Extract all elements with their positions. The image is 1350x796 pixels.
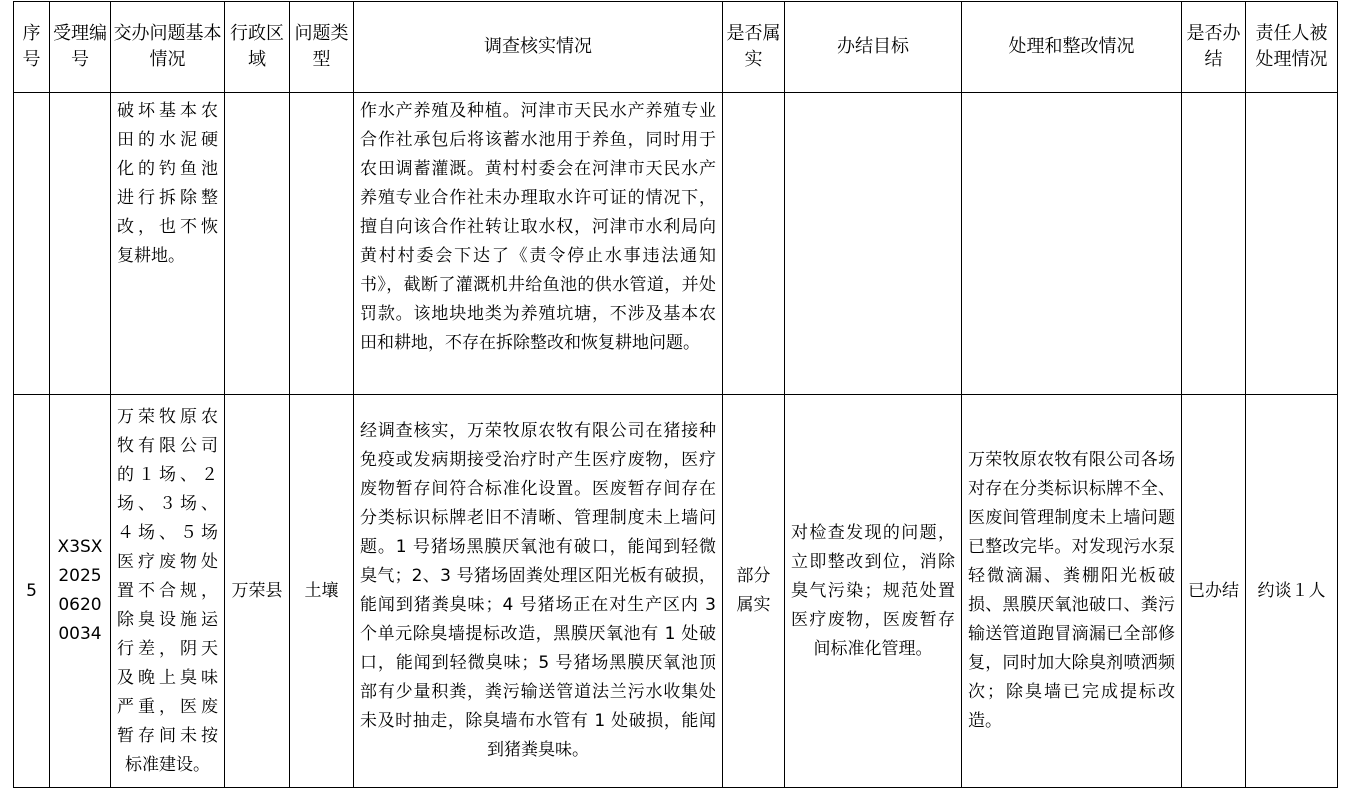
cell-is-true: 部分属实: [723, 395, 785, 788]
cell-type: [290, 93, 354, 395]
cell-seq: [14, 93, 50, 395]
cell-accept-no: X3SX20250620 0034: [50, 395, 111, 788]
cell-investigation: 作水产养殖及种植。河津市天民水产养殖专业合作社承包后将该蓄水池用于养鱼，同时用于农田调蓄灌溉。黄村村委会在河津市天民水产养殖专业合作社未办理取水许可证的情况下，擅自向该合作社转让取水权，河津市水利局向黄村村委会下达了《责令停止水事违法通知书》，截断了灌溉机井给鱼池的供水管道，并处罚款。该地块地类为养殖坑塘，不涉及基本农田和耕地，不存在拆除整改和恢复耕地问题。: [354, 93, 723, 395]
header-accountability: 责任人被处理情况: [1246, 2, 1338, 93]
header-goal: 办结目标: [785, 2, 962, 93]
header-is-true: 是否属实: [723, 2, 785, 93]
table-row: [14, 93, 1338, 395]
header-is-closed: 是否办结: [1182, 2, 1246, 93]
cell-accountability: 约谈１人: [1246, 395, 1338, 788]
cell-type: 土壤: [290, 395, 354, 788]
header-type: 问题类型: [290, 2, 354, 93]
header-handling: 处理和整改情况: [962, 2, 1182, 93]
cell-is-closed: 已办结: [1182, 395, 1246, 788]
cell-seq: 5: [14, 395, 50, 788]
cell-goal: 对检查发现的问题，立即整改到位，消除臭气污染；规范处置医疗废物，医废暂存间标准化管理。: [785, 395, 962, 788]
header-row: [14, 2, 1338, 93]
cell-region: [225, 93, 290, 395]
supervision-case-table: [13, 1, 1338, 788]
header-region: 行政区域: [225, 2, 290, 93]
header-investigation: 调查核实情况: [354, 2, 723, 93]
cell-accept-no: [50, 93, 111, 395]
table-row: [14, 395, 1338, 788]
header-issue: 交办问题基本情况: [111, 2, 225, 93]
cell-issue: 破坏基本农田的水泥硬化的钓鱼池进行拆除整改，也不恢复耕地。: [111, 93, 225, 395]
cell-handling: 万荣牧原农牧有限公司各场对存在分类标识标牌不全、医废间管理制度未上墙问题已整改完毕。对发现污水泵轻微滴漏、粪棚阳光板破损、黑膜厌氧池破口、粪污输送管道跑冒滴漏已全部修复，同时加大除臭剂喷洒频次；除臭墙已完成提标改造。: [962, 395, 1182, 788]
cell-is-true: [723, 93, 785, 395]
cell-investigation: 经调查核实，万荣牧原农牧有限公司在猪接种免疫或发病期接受治疗时产生医疗废物，医疗废物暂存间符合标准化设置。医废暂存间存在分类标识标牌老旧不清晰、管理制度未上墙问题。1 号猪场黑膜厌氧池有破口，能闻到轻微臭气；2、3 号猪场固粪处理区阳光板有破损，能闻到猪粪臭味；4 号猪场正在对生产区内 3 个单元除臭墙提标改造，黑膜厌氧池有 1 处破口，能闻到轻微臭味；5 号猪场黑膜厌氧池顶部有少量积粪，粪污输送管道法兰污水收集处未及时抽走，除臭墙布水管有 1 处破损，能闻到猪粪臭味。: [354, 395, 723, 788]
cell-is-closed: [1182, 93, 1246, 395]
cell-accountability: [1246, 93, 1338, 395]
cell-region: 万荣县: [225, 395, 290, 788]
cell-issue: 万荣牧原农牧有限公司的１场、２场、３场、４场、５场医疗废物处置不合规，除臭设施运行差，阴天及晚上臭味严重，医废暂存间未按标准建设。: [111, 395, 225, 788]
header-seq: 序号: [14, 2, 50, 93]
cell-handling: [962, 93, 1182, 395]
cell-goal: [785, 93, 962, 395]
header-accept-no: 受理编号: [50, 2, 111, 93]
